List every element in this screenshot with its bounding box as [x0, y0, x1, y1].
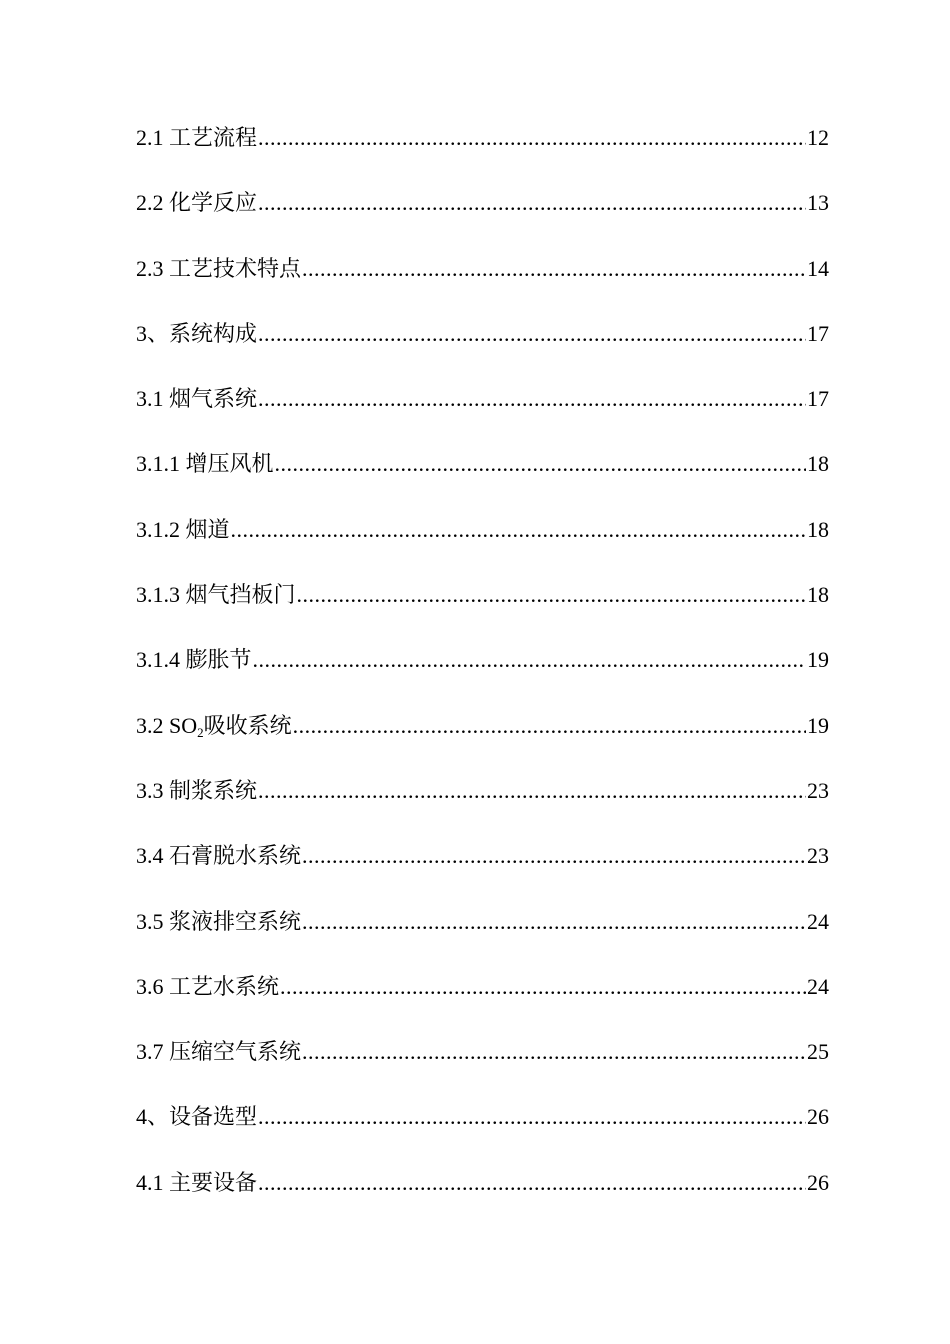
toc-entry-title: 4、设备选型 — [136, 1104, 258, 1130]
toc-entry-3-1[interactable] — [136, 366, 829, 431]
toc-entry-title: 4.1 主要设备 — [136, 1169, 258, 1195]
toc-entry-title: 2.3 工艺技术特点 — [136, 255, 302, 281]
toc-entry-title: 3.1 烟气系统 — [136, 386, 258, 412]
toc-entry-title: 2.2 化学反应 — [136, 190, 258, 216]
toc-entry-page: 24 — [807, 908, 829, 934]
toc-entry-page: 26 — [807, 1169, 829, 1195]
toc-entry-page: 23 — [807, 843, 829, 869]
toc-leader-dots — [275, 431, 806, 496]
toc-entry-title: 3.5 浆液排空系统 — [136, 908, 302, 934]
toc-leader-dots — [302, 823, 806, 888]
toc-entry-3-5[interactable] — [136, 889, 829, 954]
toc-entry-page: 17 — [807, 320, 829, 346]
toc-entry-3-1-2[interactable] — [136, 497, 829, 562]
toc-entry-3-2[interactable] — [136, 693, 829, 758]
toc-entry-page: 13 — [807, 190, 829, 216]
toc-entry-2-1[interactable] — [136, 105, 829, 170]
toc-entry-4-1[interactable] — [136, 1150, 829, 1215]
toc-entry-title-prefix: 3.2 SO — [136, 712, 198, 738]
toc-entry-title: 3.6 工艺水系统 — [136, 973, 280, 999]
toc-entry-page: 26 — [807, 1104, 829, 1130]
toc-entry-title: 3.4 石膏脱水系统 — [136, 843, 302, 869]
toc-entry-title: 2.1 工艺流程 — [136, 125, 258, 150]
toc-leader-dots — [293, 693, 806, 758]
toc-leader-dots — [231, 497, 806, 562]
toc-entry-title: 3.7 压缩空气系统 — [136, 1039, 302, 1065]
toc-entry-page: 18 — [807, 582, 829, 608]
toc-entry-title: 3.1.3 烟气挡板门 — [136, 582, 296, 608]
toc-leader-dots — [258, 1150, 806, 1215]
toc-entry-page: 18 — [807, 516, 829, 542]
toc-entry-3-4[interactable] — [136, 823, 829, 888]
toc-entry-page: 12 — [807, 125, 829, 150]
toc-leader-dots — [302, 236, 806, 301]
toc-leader-dots — [258, 1084, 806, 1149]
toc-leader-dots — [258, 105, 806, 170]
toc-entry-title: 3、系统构成 — [136, 320, 258, 346]
toc-entry-title — [136, 693, 292, 761]
toc-entry-4[interactable] — [136, 1084, 829, 1149]
toc-leader-dots — [280, 954, 806, 1019]
toc-entry-3-7[interactable] — [136, 1019, 829, 1084]
toc-leader-dots — [253, 627, 806, 692]
toc-leader-dots — [258, 301, 806, 366]
toc-entry-page: 23 — [807, 777, 829, 803]
toc-entry-3-1-1[interactable] — [136, 431, 829, 496]
toc-entry-3-6[interactable] — [136, 954, 829, 1019]
toc-leader-dots — [297, 562, 806, 627]
toc-entry-page: 19 — [807, 712, 829, 738]
toc-entry-3-1-3[interactable] — [136, 562, 829, 627]
toc-entry-2-3[interactable] — [136, 236, 829, 301]
toc-entry-3-1-4[interactable] — [136, 627, 829, 692]
toc-leader-dots — [258, 758, 806, 823]
toc-entry-title: 3.1.1 增压风机 — [136, 451, 274, 477]
toc-entry-title: 3.3 制浆系统 — [136, 777, 258, 803]
toc-entry-page: 17 — [807, 386, 829, 412]
toc-leader-dots — [302, 1019, 806, 1084]
toc-entry-3[interactable] — [136, 301, 829, 366]
toc-entry-page: 25 — [807, 1039, 829, 1065]
toc-entry-page: 19 — [807, 647, 829, 673]
toc-entry-title-subscript: 2 — [197, 724, 204, 740]
toc-entry-page: 14 — [807, 255, 829, 281]
toc-entry-3-3[interactable] — [136, 758, 829, 823]
toc-entry-title: 3.1.4 膨胀节 — [136, 647, 252, 673]
toc-leader-dots — [258, 170, 806, 235]
toc-entry-title: 3.1.2 烟道 — [136, 516, 230, 542]
toc-entry-page: 18 — [807, 451, 829, 477]
table-of-contents — [136, 105, 829, 1215]
toc-leader-dots — [258, 366, 806, 431]
toc-entry-2-2[interactable] — [136, 170, 829, 235]
toc-entry-title-suffix: 吸收系统 — [203, 712, 292, 738]
toc-entry-page: 24 — [807, 973, 829, 999]
toc-leader-dots — [302, 889, 806, 954]
